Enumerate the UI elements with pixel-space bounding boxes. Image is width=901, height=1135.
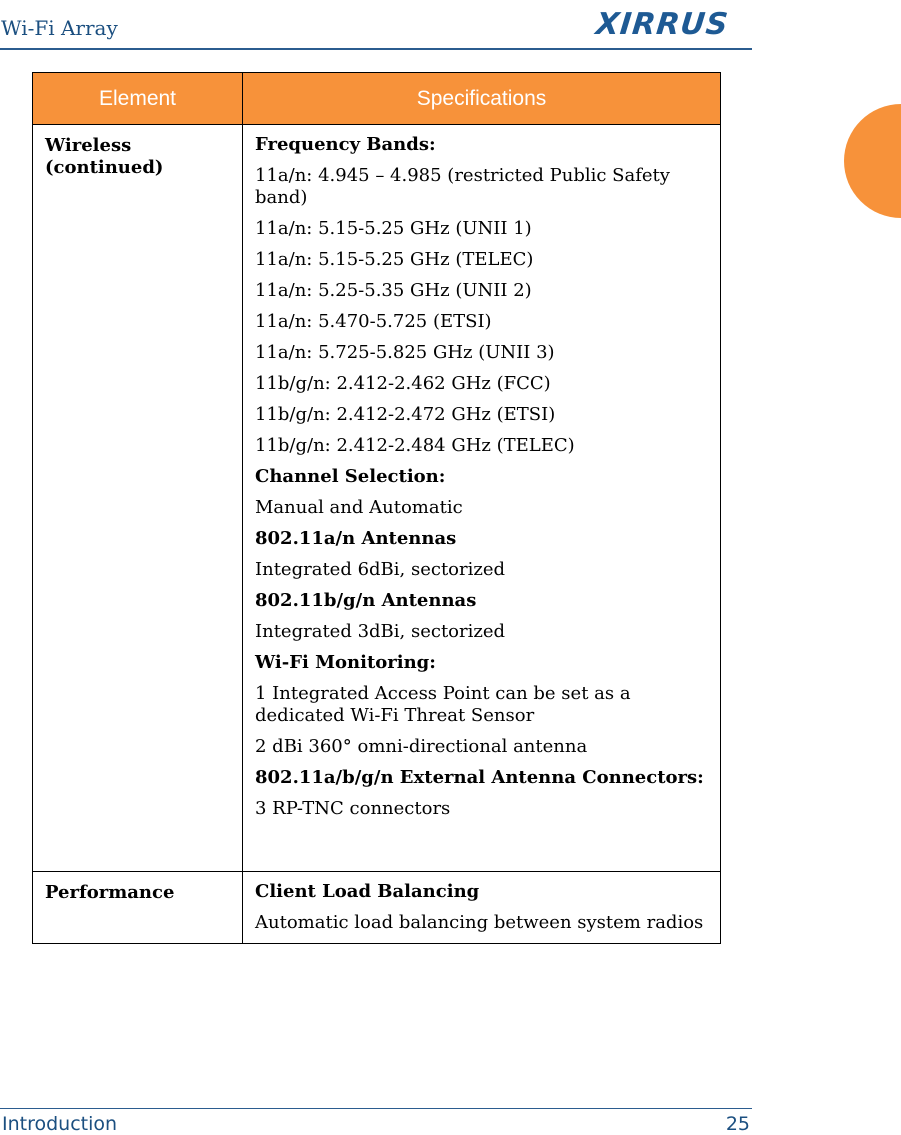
specifications-table [32, 72, 721, 944]
table-row [33, 872, 721, 944]
page-number: 25 [725, 1113, 750, 1135]
spec-heading: 802.11a/n Antennas [255, 528, 457, 549]
spec-heading: Channel Selection: [255, 466, 446, 487]
spec-value: Integrated 3dBi, sectorized [255, 621, 506, 642]
table-row [33, 125, 721, 872]
footer-section-name: Introduction [2, 1113, 118, 1135]
spec-heading: Wi-Fi Monitoring: [255, 652, 436, 673]
spec-heading: 802.11b/g/n Antennas [255, 590, 477, 611]
spec-value: 11a/n: 5.15-5.25 GHz (UNII 1) [255, 218, 532, 239]
specifications-cell [243, 125, 721, 872]
spec-value: 11b/g/n: 2.412-2.472 GHz (ETSI) [255, 404, 556, 425]
spec-value: 11b/g/n: 2.412-2.462 GHz (FCC) [255, 373, 551, 394]
spec-heading: 802.11a/b/g/n External Antenna Connectors: [255, 767, 704, 788]
spec-value: 11a/n: 5.25-5.35 GHz (UNII 2) [255, 280, 532, 301]
spec-value: 3 RP-TNC connectors [255, 798, 451, 819]
spec-value: 11a/n: 4.945 – 4.985 (restricted Public Safety band) [255, 165, 670, 208]
spec-value: 11a/n: 5.725-5.825 GHz (UNII 3) [255, 342, 555, 363]
spec-list [243, 125, 720, 820]
element-label: Wireless (continued) [45, 135, 164, 178]
footer-divider [0, 1108, 752, 1109]
element-cell [33, 125, 243, 872]
xirrus-logo: XIRRUS [594, 7, 731, 42]
column-header-element: Element [33, 73, 243, 125]
spec-heading: Client Load Balancing [255, 881, 480, 902]
spec-value: 11b/g/n: 2.412-2.484 GHz (TELEC) [255, 435, 575, 456]
spec-value: 2 dBi 360° omni-directional antenna [255, 736, 588, 757]
column-header-specifications: Specifications [243, 73, 721, 125]
spec-value: 11a/n: 5.15-5.25 GHz (TELEC) [255, 249, 534, 270]
header-divider [0, 48, 752, 50]
spec-value: Integrated 6dBi, sectorized [255, 559, 506, 580]
element-label: Performance [45, 882, 175, 903]
spec-heading: Frequency Bands: [255, 134, 436, 155]
spec-value: 1 Integrated Access Point can be set as a dedicated Wi-Fi Threat Sensor [255, 683, 631, 726]
running-header-title: Wi-Fi Array [1, 16, 118, 40]
table-header-row [33, 73, 721, 125]
element-cell [33, 872, 243, 944]
specifications-cell [243, 872, 721, 944]
spec-value: 11a/n: 5.470-5.725 (ETSI) [255, 311, 492, 332]
chapter-tab-marker [844, 104, 901, 218]
spec-value: Automatic load balancing between system radios [255, 912, 704, 933]
spec-list [243, 872, 720, 934]
spec-value: Manual and Automatic [255, 497, 463, 518]
